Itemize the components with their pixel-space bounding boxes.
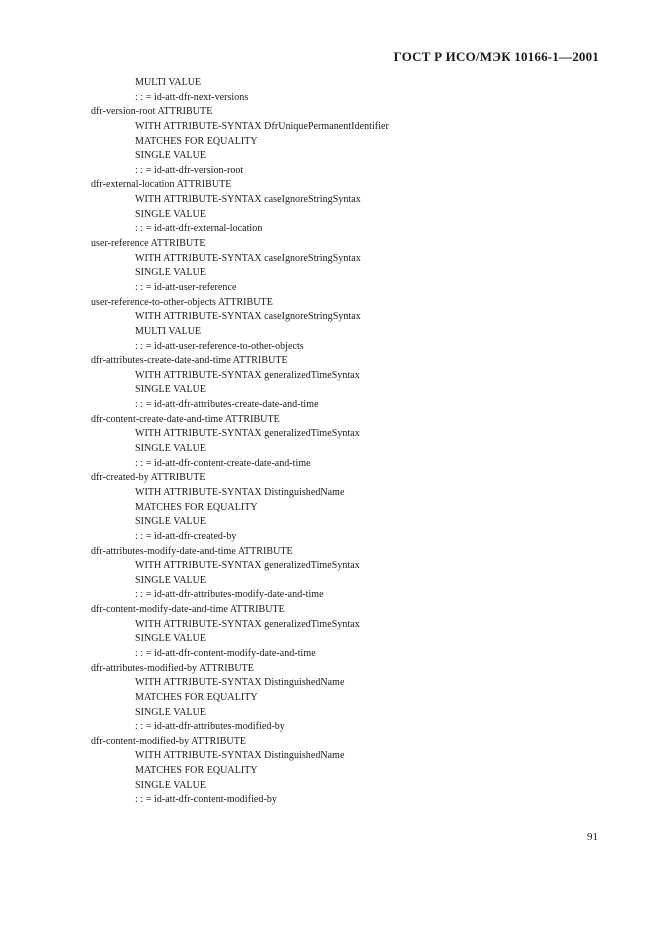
definition-clause: SINGLE VALUE xyxy=(135,443,207,455)
document-header xyxy=(394,49,599,65)
attribute-name-line: dfr-attributes-create-date-and-time ATTRIBUTE xyxy=(91,355,288,367)
attribute-name-line: dfr-external-location ATTRIBUTE xyxy=(91,179,232,191)
definition-clause: : : = id-att-dfr-content-create-date-and-time xyxy=(135,457,311,469)
definition-clause: WITH ATTRIBUTE-SYNTAX generalizedTimeSyntax xyxy=(135,369,360,381)
definition-clause: WITH ATTRIBUTE-SYNTAX generalizedTimeSyntax xyxy=(135,560,360,572)
definition-clause: MATCHES FOR EQUALITY xyxy=(135,501,258,513)
definition-clause: SINGLE VALUE xyxy=(135,384,207,396)
definition-clause: : : = id-att-dfr-next-versions xyxy=(135,91,249,103)
definition-clause: SINGLE VALUE xyxy=(135,208,207,220)
definition-clause: : : = id-att-user-reference xyxy=(135,281,237,293)
definition-clause: WITH ATTRIBUTE-SYNTAX DfrUniquePermanentIdentifier xyxy=(135,120,389,132)
definition-clause: SINGLE VALUE xyxy=(135,516,207,528)
definition-clause: WITH ATTRIBUTE-SYNTAX DistinguishedName xyxy=(135,677,345,689)
standard-id: ГОСТ Р ИСО/МЭК 10166-1—2001 xyxy=(393,49,599,64)
attribute-name-line: dfr-created-by ATTRIBUTE xyxy=(91,472,206,484)
definition-clause: WITH ATTRIBUTE-SYNTAX caseIgnoreStringSyntax xyxy=(135,311,361,323)
attribute-name-line: dfr-attributes-modify-date-and-time ATTRIBUTE xyxy=(91,545,293,557)
definition-clause: MATCHES FOR EQUALITY xyxy=(135,135,258,147)
definition-clause: MULTI VALUE xyxy=(135,77,202,88)
definition-clause: SINGLE VALUE xyxy=(135,150,207,162)
definition-clause: WITH ATTRIBUTE-SYNTAX generalizedTimeSyntax xyxy=(135,618,360,630)
definition-clause: : : = id-att-user-reference-to-other-objects xyxy=(135,340,304,352)
attribute-name-line: dfr-content-create-date-and-time ATTRIBUTE xyxy=(91,413,280,425)
definition-clause: SINGLE VALUE xyxy=(135,267,207,279)
definition-clause: : : = id-att-dfr-version-root xyxy=(135,164,244,176)
attribute-name-line: user-reference ATTRIBUTE xyxy=(91,238,206,250)
attribute-definitions xyxy=(91,76,611,808)
definition-clause: WITH ATTRIBUTE-SYNTAX generalizedTimeSyntax xyxy=(135,428,360,440)
page-number: 91 xyxy=(587,831,598,843)
definition-clause: : : = id-att-dfr-created-by xyxy=(135,530,237,542)
definition-clause: SINGLE VALUE xyxy=(135,779,207,791)
definition-clause: SINGLE VALUE xyxy=(135,574,207,586)
definition-clause: : : = id-att-dfr-external-location xyxy=(135,223,263,235)
definition-clause: WITH ATTRIBUTE-SYNTAX caseIgnoreStringSyntax xyxy=(135,252,361,264)
definition-clause: WITH ATTRIBUTE-SYNTAX DistinguishedName xyxy=(135,486,345,498)
definition-clause: WITH ATTRIBUTE-SYNTAX DistinguishedName xyxy=(135,750,345,762)
definition-clause: : : = id-att-dfr-attributes-modify-date-and-time xyxy=(135,589,324,601)
definition-clause: MATCHES FOR EQUALITY xyxy=(135,765,258,777)
definition-clause: MULTI VALUE xyxy=(135,325,202,337)
definition-clause: : : = id-att-dfr-content-modify-date-and-time xyxy=(135,647,316,659)
definition-clause: SINGLE VALUE xyxy=(135,633,207,645)
definition-clause: MATCHES FOR EQUALITY xyxy=(135,691,258,703)
definition-clause: SINGLE VALUE xyxy=(135,706,207,718)
attribute-name-line: dfr-version-root ATTRIBUTE xyxy=(91,106,213,118)
definition-clause: : : = id-att-dfr-attributes-create-date-and-time xyxy=(135,399,319,411)
attribute-name-line: dfr-content-modify-date-and-time ATTRIBUTE xyxy=(91,604,285,616)
definition-clause: WITH ATTRIBUTE-SYNTAX caseIgnoreStringSyntax xyxy=(135,194,361,206)
attribute-name-line: dfr-attributes-modified-by ATTRIBUTE xyxy=(91,662,254,674)
attribute-name-line: dfr-content-modified-by ATTRIBUTE xyxy=(91,735,247,747)
definition-clause: : : = id-att-dfr-content-modified-by xyxy=(135,794,277,806)
attribute-name-line: user-reference-to-other-objects ATTRIBUTE xyxy=(91,296,273,308)
definition-clause: : : = id-att-dfr-attributes-modified-by xyxy=(135,721,285,733)
